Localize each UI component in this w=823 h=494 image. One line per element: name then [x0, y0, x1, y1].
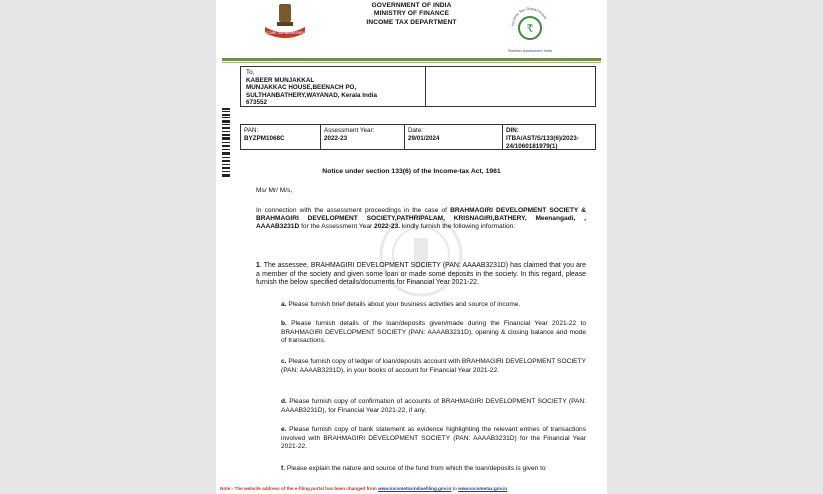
- addressee-name: KABEER MUNJAKKAL: [246, 76, 315, 84]
- date-label: Date:: [408, 127, 424, 134]
- new-portal-link[interactable]: www.incometax.gov.in: [458, 486, 508, 491]
- assessee-details: BRAHMAGIRI DEVELOPMENT SOCIETY & BRAHMAGIRI DEVELOPMENT SOCIETY,PATHRIPALAM, KRISNAGIRI,BATHERY, Meenangadi, , AAAAB3231D: [256, 207, 586, 231]
- list-item-b-text: Please furnish details of the loan/deposits given/made during the Financial Year 2021-22 to BRAHMAGIRI DEVELOPMENT SOCIETY (PAN: AAAAB3231D), opening & closing balance and mode of transactions.: [281, 320, 586, 345]
- pan-label: PAN:: [244, 127, 259, 134]
- header-divider-thin: [222, 62, 601, 63]
- din-value: ITBA/AST/S/133(6)/2023-24/1060181979(1): [506, 135, 579, 150]
- footer-note-mid: to: [451, 486, 459, 491]
- logo-caption: Faceless Assessment India: [508, 49, 552, 53]
- background-left: [0, 0, 216, 494]
- assessment-year-cell: [321, 125, 405, 149]
- point-1-text: . The assessee, BRAHMAGIRI DEVELOPMENT SOCIETY (PAN: AAAAB3231D) has claimed that you are a member of the society and given some loan or made some deposits in the society. In this regard, please furnish the below specified details/documents for Financial Year 2021-22.: [256, 262, 586, 287]
- pan-cell: [241, 125, 321, 149]
- list-item-c-letter: c.: [281, 358, 287, 365]
- list-item-f-letter: f.: [281, 465, 286, 472]
- list-item-c: [281, 358, 586, 375]
- address-pin: 673552: [246, 99, 268, 107]
- notice-title: Notice under section 133(6) of the Income-tax Act, 1961: [322, 168, 501, 175]
- header-line-1: GOVERNMENT OF INDIA: [371, 2, 452, 9]
- notice-document: [216, 0, 607, 494]
- intro-text-1: In connection with the assessment proceedings in the case of: [256, 207, 451, 214]
- address-to: To,: [246, 69, 255, 76]
- point-1-number: 1: [256, 262, 260, 269]
- address-box-divider: [425, 67, 426, 106]
- header-line-3: INCOME TAX DEPARTMENT: [366, 18, 457, 26]
- assessment-year-label: Assessment Year:: [324, 127, 375, 134]
- list-item-f-text: Please explain the nature and source of the fund from which the loan/deposits is given to: [285, 465, 546, 472]
- background-right: [607, 0, 823, 494]
- list-item-e-letter: e.: [281, 426, 287, 433]
- list-item-d-letter: d.: [281, 398, 287, 405]
- intro-text-2: for the Assessment Year: [299, 223, 375, 231]
- list-item-c-text: Please furnish copy of ledger of loan/deposits account with BRAHMAGIRI DEVELOPMENT SOCIETY (PAN: AAAAB3231D), in your books of account for Financial Year 2021-22.: [281, 358, 586, 374]
- old-portal-link[interactable]: www.incometaxindiaefiling.gov.in: [378, 486, 452, 491]
- din-cell: [503, 125, 595, 149]
- list-item-a-text: Please furnish brief details about your business activities and source of income.: [286, 301, 521, 308]
- salutation: Ms/ Mr/ M/s,: [256, 187, 293, 194]
- list-item-e: [281, 426, 586, 452]
- din-label: DIN:: [506, 127, 519, 134]
- address-line-2: SULTHANBATHERY,WAYANAD, Kerala India: [246, 91, 377, 99]
- intro-assessment-year: 2022-23.: [374, 223, 401, 231]
- date-cell: [405, 125, 503, 149]
- date-value: 29/01/2024: [408, 135, 440, 142]
- address-line-1: MUNJAKKAC HOUSE,BEENACH PO,: [246, 84, 357, 92]
- intro-text-3: kindly furnish the following information:: [400, 223, 516, 231]
- assessment-year-value: 2022-23: [324, 135, 348, 142]
- list-item-b-letter: b.: [281, 320, 287, 327]
- point-1-paragraph: [256, 262, 586, 288]
- header-line-2: MINISTRY OF FINANCE: [373, 10, 450, 18]
- address-box: [240, 66, 596, 107]
- header-divider: [222, 58, 601, 61]
- list-item-e-text: Please furnish copy of bank statement as evidence highlighting the relevant entries of transactions involved with BRAHMAGIRI DEVELOPMENT SOCIETY (PAN: AAAAB3231D) for the Financial Year 2021-22.: [281, 426, 586, 451]
- logo-top-text: Income Tax Department: [510, 6, 548, 27]
- footer-note: [220, 486, 507, 491]
- list-item-f: [281, 465, 586, 474]
- list-item-a: [281, 301, 586, 310]
- list-item-b: [281, 320, 586, 346]
- notice-info-table: [240, 124, 596, 150]
- list-item-a-letter: a.: [281, 301, 287, 308]
- emblem-caption: INCOME TAX DEPARTMENT: [263, 31, 307, 35]
- intro-paragraph: [256, 207, 586, 232]
- list-item-d-text: Please furnish copy of confirmation of accounts of BRAHMAGIRI DEVELOPMENT SOCIETY (PAN: AAAAB3231D), for Financial Year 2021-22, if any.: [281, 398, 586, 414]
- pan-value: BYZPM1068C: [244, 135, 285, 142]
- faceless-assessment-logo-icon: [502, 4, 558, 54]
- svg-text:₹: ₹: [526, 22, 534, 35]
- list-item-d: [281, 398, 586, 415]
- footer-note-prefix: Note:- The website address of the e-filing portal has been changed from: [220, 486, 378, 491]
